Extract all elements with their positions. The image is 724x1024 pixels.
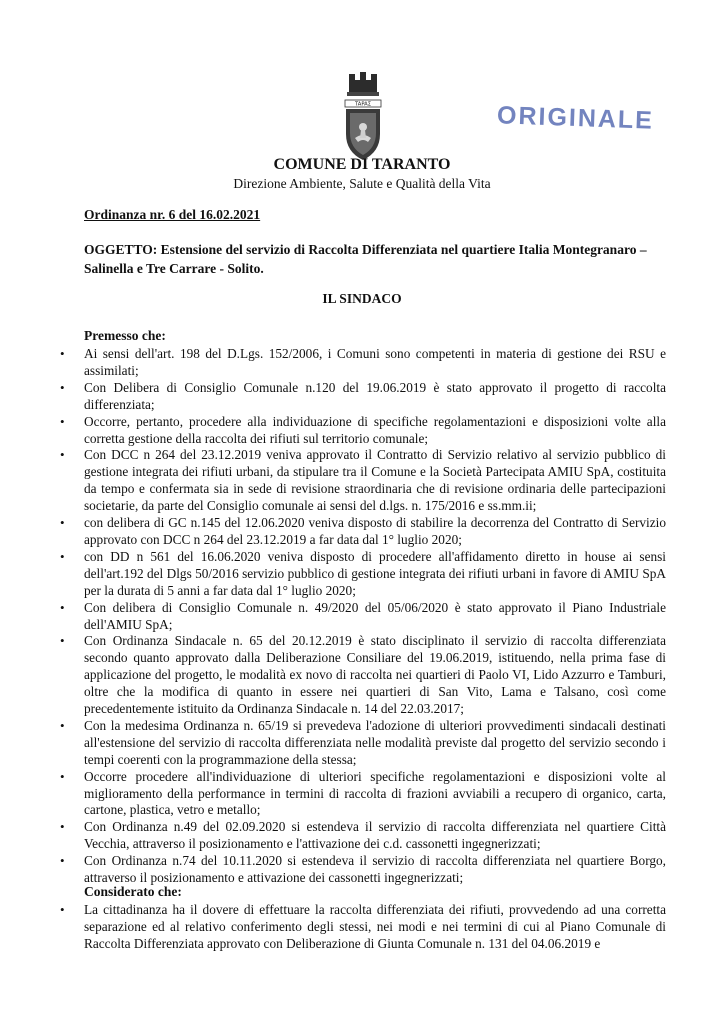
city-crest-icon (341, 72, 385, 162)
list-item: • La cittadinanza ha il dovere di effettuare la raccolta differenziata dei rifiuti, provvedendo ad una corretta separazione ed al relativo conferimento degli stessi, nei modi e nei termini di cui al Piano Comunale di Raccolta Differenziata approvato con Deliberazione di Giunta Comunale n. 131 del 04.06.2019 e (84, 902, 666, 953)
list-item: • Occorre, pertanto, procedere alla individuazione di specifiche regolamentazioni e disposizioni volte alla corretta gestione della raccolta dei rifiuti sul territorio comunale; (84, 414, 666, 448)
section-heading-sindaco: IL SINDACO (322, 291, 402, 306)
crest-motto: TAPAΣ (355, 101, 371, 108)
considerato-list (84, 902, 666, 953)
considerato-heading: Considerato che: (84, 884, 182, 899)
list-item: • con delibera di GC n.145 del 12.06.2020 veniva disposto di stabilire la decorrenza del Contratto di Servizio approvato con DCC n 264 del 23.12.2019 a far data dal 1° luglio 2020; (84, 515, 666, 549)
issuer-department: Direzione Ambiente, Salute e Qualità della Vita (233, 176, 491, 191)
issuer-name: COMUNE DI TARANTO (273, 156, 451, 173)
originale-stamp: ORIGINALE (496, 101, 655, 135)
list-item: • Con DCC n 264 del 23.12.2019 veniva approvato il Contratto di Servizio relativo al servizio pubblico di gestione integrata dei rifiuti urbani, da stipulare tra il Comune e la Società Partecipata AMIU SpA, costituita da tempo e confermata sia in sede di revisione straordinaria che di revisione ordinaria delle partecipazioni societarie, da parte del Consiglio comunale ai sensi del d.lgs. n. 175/2016 e ss.mm.ii; (84, 447, 666, 515)
ordinance-number: Ordinanza nr. 6 del 16.02.2021 (84, 207, 261, 222)
list-item: • Ai sensi dell'art. 198 del D.Lgs. 152/2006, i Comuni sono competenti in materia di gestione dei RSU e assimilati; (84, 346, 666, 380)
list-item: • Con la medesima Ordinanza n. 65/19 si prevedeva l'adozione di ulteriori provvedimenti sindacali destinati all'estensione del servizio di raccolta differenziata nelle modalità previste dal progetto del servizio secondo i tempi coerenti con la programmazione della stessa; (84, 718, 666, 769)
list-item: • Con Delibera di Consiglio Comunale n.120 del 19.06.2019 è stato approvato il progetto di raccolta differenziata; (84, 380, 666, 414)
list-item: • Con Ordinanza Sindacale n. 65 del 20.12.2019 è stato disciplinato il servizio di raccolta differenziata secondo quanto approvato dalla Deliberazione Consiliare del 19.06.2019, istituendo, nella prima fase di applicazione del progetto, le modalità ex novo di raccolta nei quartieri di Paolo VI, Lido Azzurro e Tamburi, oltre che la modifica di quanto in essere nei quartieri di San Vito, Lama e Talsano, così come precedentemente istituito da Ordinanza Sindacale n. 14 del 22.03.2017; (84, 633, 666, 718)
subject-line: OGGETTO: Estensione del servizio di Raccolta Differenziata nel quartiere Italia Montegranaro – Salinella e Tre Carrare - Solito. (84, 242, 647, 276)
list-item: • Occorre procedere all'individuazione di ulteriori specifiche regolamentazioni e disposizioni volte al miglioramento della performance in termini di raccolta di frazioni avviabili a recupero di organico, carta, cartone, plastica, vetro e metallo; (84, 769, 666, 820)
list-item: • Con delibera di Consiglio Comunale n. 49/2020 del 05/06/2020 è stato approvato il Piano Industriale dell'AMIU SpA; (84, 600, 666, 634)
list-item: • Con Ordinanza n.74 del 10.11.2020 si estendeva il servizio di raccolta differenziata nel quartiere Borgo, attraverso il posizionamento e attivazione dei cassonetti ingegnerizzati; (84, 853, 666, 887)
premesso-heading: Premesso che: (84, 328, 166, 343)
list-item: • Con Ordinanza n.49 del 02.09.2020 si estendeva il servizio di raccolta differenziata nel quartiere Città Vecchia, attraverso il posizionamento e l'attivazione dei c.d. cassonetti ingegnerizzati; (84, 819, 666, 853)
list-item: • con DD n 561 del 16.06.2020 veniva disposto di procedere all'affidamento diretto in house ai sensi dell'art.192 del Dlgs 50/2016 servizio pubblico di gestione integrata dei rifiuti urbani in favore di AMIU SpA per la durata di 5 anni a far data dal 1° luglio 2020; (84, 549, 666, 600)
premesso-list (84, 346, 666, 887)
